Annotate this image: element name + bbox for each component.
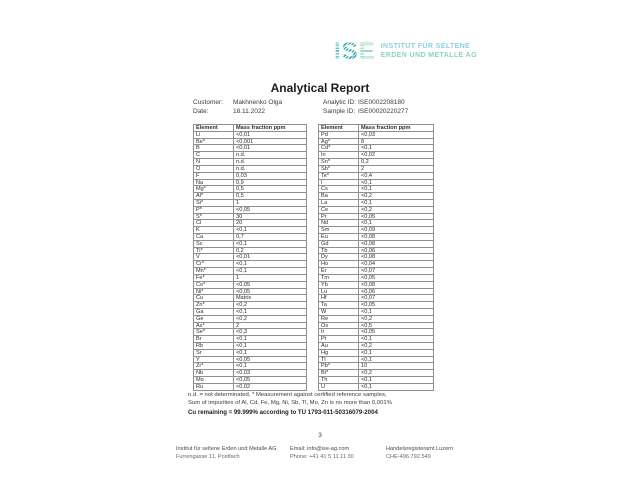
table-row: [319, 302, 433, 309]
element-symbol: Y: [194, 357, 234, 363]
mass-fraction-value: <0,01: [236, 254, 251, 261]
table-row: [319, 139, 433, 146]
element-symbol: Hf: [319, 295, 359, 301]
logo-line-1: INSTITUT FÜR SELTENE: [380, 43, 471, 50]
mass-fraction-value: <0,2: [361, 370, 373, 377]
table-row: [194, 309, 306, 316]
mass-fraction-value: 0,2: [361, 159, 369, 165]
table-row: [194, 214, 306, 221]
element-symbol: In: [319, 152, 359, 158]
footer-registry-number: CHE-496.792.549: [386, 453, 431, 460]
elements-table-left: [193, 124, 307, 391]
element-symbol: Li: [194, 132, 234, 138]
mass-fraction-column-header: Mass fraction ppm: [236, 125, 286, 131]
mass-fraction-value: <0,05: [236, 377, 251, 383]
table-row: [319, 377, 433, 384]
table-row: [194, 234, 306, 241]
mass-fraction-value: <0,08: [361, 234, 376, 240]
element-symbol: Sb*: [319, 166, 359, 172]
table-row: [319, 336, 433, 343]
mass-fraction-value: <0,1: [236, 227, 248, 233]
element-symbol: Ag*: [319, 139, 359, 145]
mass-fraction-value: <0,1: [236, 240, 248, 247]
table-row: [319, 173, 433, 180]
element-symbol: Tm: [319, 275, 359, 281]
report-title: Analytical Report: [270, 81, 370, 95]
mass-fraction-value: <0,03: [361, 131, 376, 138]
mass-fraction-value: <0,2: [236, 315, 248, 322]
element-symbol: U: [319, 384, 359, 390]
mass-fraction-value: <0,05: [236, 288, 251, 295]
mass-fraction-value: <0,2: [361, 206, 373, 213]
elements-table-right: [318, 124, 434, 391]
mass-fraction-value: <0,2: [361, 315, 373, 322]
mass-fraction-value: 0,03: [236, 172, 247, 179]
element-symbol: Ge: [194, 316, 234, 322]
element-symbol: V: [194, 254, 234, 260]
table-row: [319, 241, 433, 248]
table-row: [319, 180, 433, 187]
element-symbol: Te*: [319, 173, 359, 179]
element-symbol: Zr*: [194, 363, 234, 369]
mass-fraction-value: <0,1: [361, 308, 373, 315]
mass-fraction-value: <0,1: [361, 383, 373, 390]
table-row: [319, 384, 433, 391]
mass-fraction-value: 1: [236, 274, 240, 281]
table-row: [319, 370, 433, 377]
table-row: [319, 214, 433, 221]
ise-logo-text: [381, 39, 477, 65]
footnote-line-1: n.d. = not determinated, * Measurement against certified reference samples,: [188, 392, 387, 398]
mass-fraction-value: <0,07: [361, 295, 376, 302]
element-symbol: Ni*: [194, 289, 234, 295]
mass-fraction-value: <0,1: [236, 336, 248, 342]
element-symbol: Ce: [319, 207, 359, 213]
mass-fraction-value: <0,1: [236, 343, 248, 349]
element-symbol: K: [194, 227, 234, 233]
element-symbol: Mg*: [194, 186, 234, 192]
element-symbol: Sm: [319, 227, 359, 233]
table-row: [319, 145, 433, 152]
element-symbol: Ga: [194, 309, 234, 315]
element-symbol: Sc: [194, 241, 234, 247]
element-symbol: B: [194, 145, 234, 151]
element-symbol: Co*: [194, 282, 234, 288]
mass-fraction-value: <0,1: [361, 377, 373, 383]
table-row: [319, 166, 433, 173]
mass-fraction-value: <0,5: [361, 322, 373, 329]
table-row: [319, 295, 433, 302]
table-row: [319, 343, 433, 350]
mass-fraction-value: <0,05: [361, 213, 376, 220]
table-row: [319, 254, 433, 261]
table-row: [194, 200, 306, 207]
table-row: [319, 186, 433, 193]
element-symbol: Tb: [319, 248, 359, 254]
table-row: [319, 220, 433, 227]
table-row: [319, 282, 433, 289]
mass-fraction-value: <0,05: [236, 281, 251, 288]
table-row: [319, 227, 433, 234]
footnotes: [188, 392, 478, 408]
element-column-header: Element: [319, 125, 359, 131]
table-row: [194, 152, 306, 159]
date-row: [193, 107, 282, 116]
table-row: [194, 186, 306, 193]
table-row: [194, 248, 306, 255]
element-symbol: Fe*: [194, 275, 234, 281]
date-value: 18.11.2022: [233, 108, 266, 115]
mass-fraction-value: <0,01: [236, 131, 251, 138]
mass-fraction-value: <0,1: [361, 186, 373, 193]
mass-fraction-value: 2: [236, 322, 240, 329]
sample-id-row: [323, 107, 408, 116]
mass-fraction-value: <0,05: [236, 356, 251, 363]
analytic-id-row: [323, 98, 408, 107]
table-row: [194, 193, 306, 200]
element-symbol: Ta: [319, 302, 359, 308]
mass-fraction-value: <0,1: [236, 268, 248, 274]
mass-fraction-value: <0,05: [236, 206, 251, 213]
mass-fraction-value: <0,1: [361, 179, 373, 186]
table-row: [194, 357, 306, 364]
element-symbol: P*: [194, 207, 234, 213]
element-symbol: Cr*: [194, 261, 234, 267]
footnote-line-2: Sum of impurities of Al, Cd, Fe, Mg, Ni, Sb, Tl, Mo, Zn is no more than 0,001%: [188, 399, 392, 406]
element-symbol: Cl: [194, 220, 234, 226]
logo-letter-e: E: [358, 38, 376, 65]
mass-fraction-value: 0,5: [236, 193, 244, 199]
table-row: [319, 350, 433, 357]
element-symbol: Sn*: [319, 159, 359, 165]
table-header-row: [319, 125, 433, 132]
element-symbol: Be*: [194, 139, 234, 145]
table-row: [194, 139, 306, 146]
element-symbol: Cs: [319, 186, 359, 192]
sample-id-value: ISE00020220277: [358, 108, 409, 115]
mass-fraction-value: <0,04: [361, 261, 376, 268]
element-symbol: Pt: [319, 336, 359, 342]
element-symbol: S*: [194, 214, 234, 220]
mass-fraction-value: <0,1: [236, 349, 248, 356]
mass-fraction-value: <0,01: [236, 145, 251, 152]
element-symbol: Cd*: [319, 145, 359, 151]
table-row: [319, 234, 433, 241]
analytic-id-label: Analytic ID:: [323, 99, 356, 106]
element-symbol: Dy: [319, 254, 359, 260]
mass-fraction-value: <0,1: [236, 308, 248, 315]
mass-fraction-value: 0,7: [236, 234, 244, 240]
mass-fraction-value: <0,02: [361, 152, 376, 159]
mass-fraction-value: <0,3: [236, 329, 248, 336]
mass-fraction-value: <0,1: [361, 349, 373, 356]
footer-address-column: [176, 446, 276, 461]
table-row: [319, 323, 433, 330]
mass-fraction-value: 0,2: [236, 247, 244, 254]
table-row: [319, 248, 433, 255]
element-symbol: Ba: [319, 193, 359, 199]
footer-company-name: Institut für seltene Erden und Metalle AG: [176, 446, 277, 452]
table-row: [194, 370, 306, 377]
ise-logo-mark-icon: [334, 39, 376, 65]
element-symbol: Ho: [319, 261, 359, 267]
element-symbol: W: [319, 309, 359, 315]
mass-fraction-value: <0,001: [236, 138, 254, 145]
table-row: [319, 152, 433, 159]
mass-fraction-value: <0,06: [361, 288, 376, 295]
element-symbol: As*: [194, 323, 234, 329]
table-row: [194, 384, 306, 391]
element-symbol: Pr: [319, 214, 359, 220]
element-symbol: Ca: [194, 234, 234, 240]
footer-company-street: Furrengasse 11, Postfach: [176, 453, 240, 460]
footer-phone: Phone: +41 41 5 11 11 30: [290, 453, 354, 460]
element-symbol: Hg: [319, 350, 359, 356]
element-symbol: Si*: [194, 200, 234, 206]
table-row: [194, 275, 306, 282]
mass-fraction-value: <0,05: [361, 329, 376, 336]
table-row: [194, 145, 306, 152]
table-row: [194, 363, 306, 370]
table-row: [194, 227, 306, 234]
mass-fraction-value: <0,1: [361, 145, 373, 152]
element-symbol: Yb: [319, 282, 359, 288]
element-symbol: Pb*: [319, 363, 359, 369]
table-row: [194, 159, 306, 166]
table-row: [194, 295, 306, 302]
table-row: [194, 329, 306, 336]
table-row: [194, 282, 306, 289]
table-row: [319, 309, 433, 316]
customer-info-block: [193, 98, 282, 116]
table-row: [319, 159, 433, 166]
mass-fraction-value: <0,1: [361, 220, 373, 227]
mass-fraction-value: n.d.: [236, 152, 246, 159]
ise-logo: [334, 39, 477, 65]
mass-fraction-value: 20: [236, 220, 243, 227]
element-symbol: Ru: [194, 384, 234, 390]
element-symbol: Eu: [319, 234, 359, 240]
element-symbol: Na: [194, 180, 234, 186]
element-symbol: Bi*: [319, 370, 359, 376]
table-row: [194, 336, 306, 343]
element-symbol: F: [194, 173, 234, 179]
element-symbol: Zn*: [194, 302, 234, 308]
mass-fraction-value: <0,08: [361, 240, 376, 247]
mass-fraction-value: n.d.: [236, 159, 246, 165]
element-symbol: Ir: [319, 329, 359, 335]
table-row: [319, 261, 433, 268]
element-symbol: Tl: [319, 357, 359, 363]
element-symbol: Mo: [194, 377, 234, 383]
mass-fraction-value: <0,03: [236, 370, 251, 377]
element-symbol: Au: [319, 343, 359, 349]
element-symbol: Rb: [194, 343, 234, 349]
table-row: [194, 207, 306, 214]
mass-fraction-value: 1: [236, 199, 240, 206]
mass-fraction-value: 8: [361, 138, 365, 145]
element-symbol: N: [194, 159, 234, 165]
element-symbol: I: [319, 180, 359, 186]
table-row: [319, 275, 433, 282]
table-row: [194, 377, 306, 384]
analytic-id-value: ISE0002208180: [358, 99, 405, 106]
mass-fraction-value: <0,02: [236, 383, 251, 390]
date-label: Date:: [193, 108, 209, 115]
mass-fraction-value: <0,1: [361, 336, 373, 342]
table-row: [194, 302, 306, 309]
table-row: [194, 180, 306, 187]
mass-fraction-value: <0,2: [361, 343, 373, 349]
customer-label: Customer:: [193, 99, 223, 106]
customer-value: Makhnenko Olga: [233, 99, 283, 106]
customer-row: [193, 98, 282, 107]
mass-fraction-value: <0,1: [236, 261, 248, 268]
element-symbol: Lu: [319, 289, 359, 295]
table-row: [319, 207, 433, 214]
table-row: [319, 316, 433, 323]
table-row: [194, 261, 306, 268]
mass-fraction-value: <0,1: [361, 356, 373, 363]
mass-fraction-value: Matrix: [236, 295, 252, 302]
table-row: [319, 363, 433, 370]
mass-fraction-value: 0,9: [236, 179, 244, 186]
element-symbol: La: [319, 200, 359, 206]
mass-fraction-value: <0,4: [361, 172, 373, 179]
element-symbol: C: [194, 152, 234, 158]
mass-fraction-value: 10: [361, 363, 368, 370]
footer-email: Email: info@ise-ag.com: [290, 446, 350, 452]
element-symbol: Mn*: [194, 268, 234, 274]
mass-fraction-value: <0,1: [361, 199, 373, 206]
table-row: [194, 166, 306, 173]
mass-fraction-value: 2: [361, 165, 365, 172]
table-row: [194, 350, 306, 357]
mass-fraction-value: <0,06: [361, 247, 376, 254]
table-row: [194, 173, 306, 180]
table-row: [319, 200, 433, 207]
mass-fraction-value: <0,07: [361, 268, 376, 274]
mass-fraction-value: n.d.: [236, 165, 246, 172]
id-info-block: [323, 98, 408, 116]
table-row: [319, 193, 433, 200]
table-row: [194, 289, 306, 296]
element-column-header: Element: [194, 125, 234, 131]
mass-fraction-value: 30: [236, 213, 243, 220]
element-symbol: Sr: [194, 350, 234, 356]
footer-contact-column: [290, 446, 354, 461]
element-symbol: Gd: [319, 241, 359, 247]
footer-registry-name: Handelsregisteramt Luzern: [386, 446, 454, 452]
logo-letter-i: I: [334, 38, 342, 65]
table-row: [319, 132, 433, 139]
element-symbol: Pd: [319, 132, 359, 138]
table-row: [194, 254, 306, 261]
table-row: [194, 220, 306, 227]
element-symbol: Al*: [194, 193, 234, 199]
mass-fraction-value: <0,08: [361, 254, 376, 261]
mass-fraction-value: <0,05: [361, 274, 376, 281]
table-row: [194, 241, 306, 248]
element-symbol: Cu: [194, 295, 234, 301]
mass-fraction-value: <0,2: [361, 193, 373, 199]
table-header-row: [194, 125, 306, 132]
element-symbol: Re: [319, 316, 359, 322]
table-row: [194, 316, 306, 323]
mass-fraction-value: <0,08: [361, 281, 376, 288]
table-row: [194, 132, 306, 139]
mass-fraction-value: <0,1: [236, 363, 248, 370]
element-symbol: Er: [319, 268, 359, 274]
mass-fraction-value: 0,5: [236, 186, 244, 193]
element-symbol: Se*: [194, 329, 234, 335]
table-row: [194, 323, 306, 330]
table-row: [194, 343, 306, 350]
element-symbol: Nb: [194, 370, 234, 376]
element-symbol: Br: [194, 336, 234, 342]
mass-fraction-value: <0,09: [361, 227, 376, 233]
table-row: [319, 268, 433, 275]
page-number: 3: [318, 432, 322, 439]
table-row: [319, 357, 433, 364]
logo-letter-s: S: [341, 38, 359, 65]
element-symbol: Th: [319, 377, 359, 383]
footer-registry-column: [386, 446, 453, 461]
table-row: [319, 289, 433, 296]
element-symbol: O: [194, 166, 234, 172]
mass-fraction-column-header: Mass fraction ppm: [361, 125, 411, 131]
cu-remaining-statement: Cu remaining = 99.999% according to TU 1793-011-50316079-2004: [188, 409, 378, 416]
element-symbol: Ti*: [194, 248, 234, 254]
mass-fraction-value: <0,05: [361, 302, 376, 308]
sample-id-label: Sample ID:: [323, 108, 356, 115]
element-symbol: Os: [319, 323, 359, 329]
table-row: [194, 268, 306, 275]
element-symbol: Nd: [319, 220, 359, 226]
table-row: [319, 329, 433, 336]
mass-fraction-value: <0,2: [236, 302, 248, 308]
logo-line-2: ERDEN UND METALLE AG: [380, 52, 477, 59]
